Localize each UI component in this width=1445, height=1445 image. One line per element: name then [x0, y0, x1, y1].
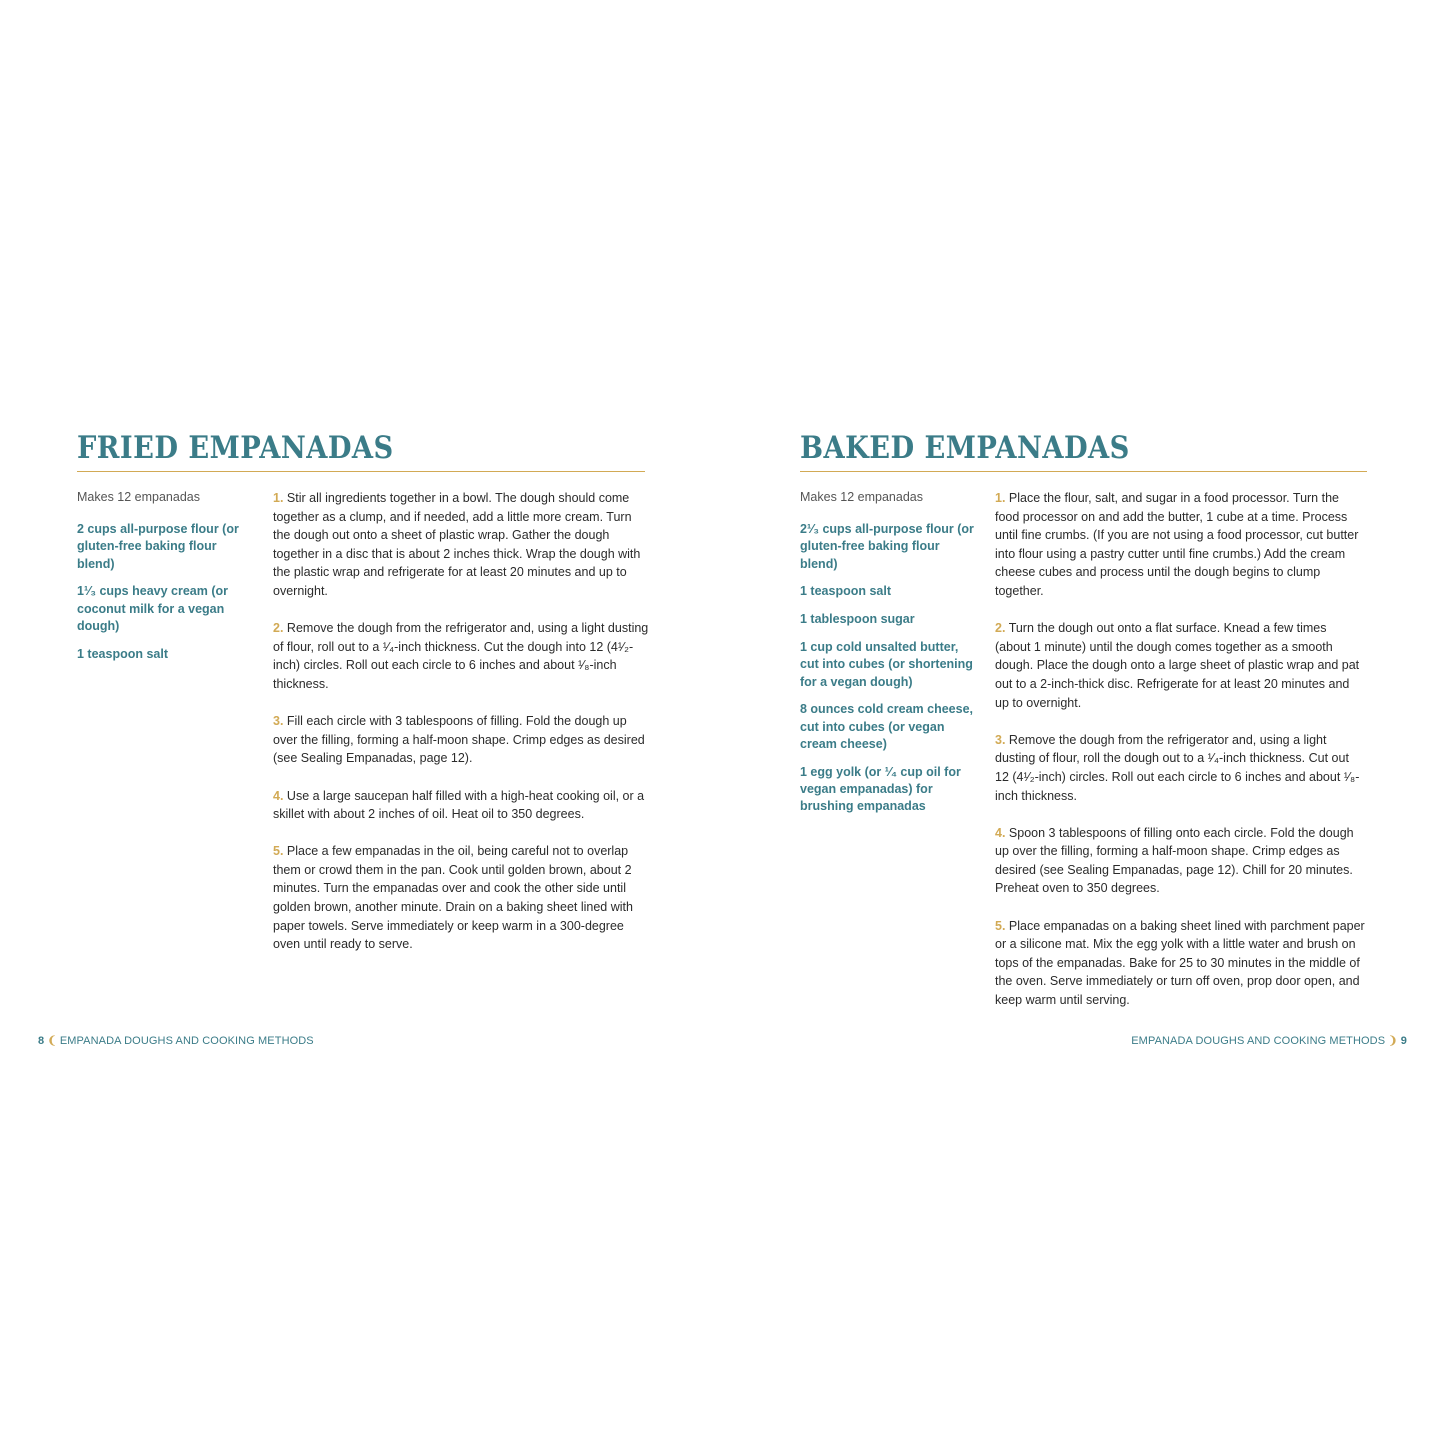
step-number: 4.: [995, 825, 1006, 840]
page-footer: [1131, 1034, 1407, 1047]
step-number: 1.: [995, 491, 1006, 505]
bracket-icon: ❩: [1388, 1035, 1398, 1047]
step-item: [995, 824, 1365, 898]
step-text: Spoon 3 tablespoons of filling onto each circle. Fold the dough up over the filling, forming a half-moon shape. Crimp edges as desired (see Sealing Empanadas, page 12). Chill for 20 minutes. Preheat oven to 350 degrees.: [995, 825, 1354, 896]
step-text: Place the flour, salt, and sugar in a food processor. Turn the food processor on and add the butter, 1 cube at a time. Process until fine crumbs. (If you are not using a food processor, cut butter into flour using a pastry cutter until fine crumbs.) Add the cream cheese cubes and process until the dough begins to clump together.: [995, 491, 1359, 598]
step-item: [995, 917, 1365, 1010]
step-item: [995, 489, 1365, 601]
recipe-yield: Makes 12 empanadas: [77, 490, 200, 504]
footer-section-title: EMPANADA DOUGHS AND COOKING METHODS: [59, 1035, 314, 1047]
step-item: [995, 619, 1365, 712]
ingredient-item: 1 tablespoon sugar: [800, 612, 915, 627]
ingredient-item: 2¹⁄₃ cups all-purpose flour (or gluten-free baking flour blend): [800, 522, 974, 571]
step-item: [273, 712, 649, 768]
step-number: 1.: [273, 491, 284, 505]
step-number: 4.: [273, 788, 284, 803]
title-rule: [77, 471, 645, 472]
step-number: 3.: [273, 714, 284, 729]
ingredient-item: 1 teaspoon salt: [77, 646, 168, 661]
ingredient-item: 1¹⁄₃ cups heavy cream (or coconut milk for a vegan dough): [77, 584, 228, 633]
step-text: Stir all ingredients together in a bowl. The dough should come together as a clump, and if needed, add a little more cream. Turn the dough out onto a sheet of plastic wrap. Gather the dough together in a disc that is about 2 inches thick. Wrap the dough with the plastic wrap and refrigerate for at least 20 minutes and up to overnight.: [273, 491, 641, 598]
step-text: Place a few empanadas in the oil, being careful not to overlap them or crowd them in the pan. Cook until golden brown, about 2 minutes. Turn the empanadas over and cook the other side until golden brown, another minute. Drain on a baking sheet lined with paper towels. Serve immediately or keep warm in a 300-degree oven until ready to serve.: [273, 844, 633, 952]
left-page: [0, 0, 722, 1445]
right-page: [722, 0, 1445, 1445]
ingredient-item: 2 cups all-purpose flour (or gluten-free baking flour blend): [77, 522, 239, 571]
page-footer: [38, 1034, 314, 1047]
step-item: [273, 787, 649, 824]
recipe-title: BAKED EMPANADAS: [800, 430, 1130, 466]
recipe-title: FRIED EMPANADAS: [77, 430, 394, 466]
step-item: [273, 489, 649, 601]
step-list: [273, 489, 649, 972]
footer-section-title: EMPANADA DOUGHS AND COOKING METHODS: [1131, 1035, 1386, 1047]
step-number: 5.: [273, 844, 284, 859]
ingredient-item: 1 teaspoon salt: [800, 584, 891, 599]
ingredient-item: 1 egg yolk (or ¹⁄₄ cup oil for vegan empanadas) for brushing empanadas: [800, 764, 961, 814]
ingredient-item: 1 cup cold unsalted butter, cut into cubes (or shortening for a vegan dough): [800, 639, 973, 689]
recipe-yield: Makes 12 empanadas: [800, 490, 923, 504]
ingredient-list: [77, 521, 252, 674]
step-text: Use a large saucepan half filled with a high-heat cooking oil, or a skillet with about 2 inches of oil. Heat oil to 350 degrees.: [273, 788, 645, 822]
step-number: 2.: [273, 621, 284, 636]
step-text: Remove the dough from the refrigerator and, using a light dusting of flour, roll out to a ¹⁄₄-inch thickness. Cut the dough into 12 (4¹⁄₂-inch) circles. Roll out each circle to 6 inches and about ¹⁄₈-inch thickness.: [273, 621, 649, 691]
step-item: [273, 842, 649, 954]
step-number: 5.: [995, 918, 1006, 933]
step-item: [995, 731, 1365, 805]
step-number: 2.: [995, 621, 1006, 636]
bracket-icon: ❨: [47, 1035, 57, 1047]
step-item: [273, 619, 649, 693]
step-text: Fill each circle with 3 tablespoons of filling. Fold the dough up over the filling, forming a half-moon shape. Crimp edges as desired (see Sealing Empanadas, page 12).: [273, 714, 645, 766]
page-number: 9: [1400, 1035, 1407, 1047]
step-text: Place empanadas on a baking sheet lined with parchment paper or a silicone mat. Mix the egg yolk with a little water and brush on tops of the empanadas. Bake for 25 to 30 minutes in the middle of the oven. Serve immediately or turn off oven, prop door open, and keep warm until serving.: [995, 918, 1365, 1008]
title-rule: [800, 471, 1367, 472]
step-list: [995, 489, 1365, 1028]
ingredient-item: 8 ounces cold cream cheese, cut into cubes (or vegan cream cheese): [800, 702, 974, 751]
step-text: Turn the dough out onto a flat surface. Knead a few times (about 1 minute) until the dough comes together as a smooth dough. Place the dough onto a large sheet of plastic wrap and pat out to a 2-inch-thick disc. Refrigerate for at least 20 minutes and up to overnight.: [995, 621, 1360, 710]
ingredient-list: [800, 521, 975, 826]
page-number: 8: [38, 1035, 45, 1047]
step-text: Remove the dough from the refrigerator and, using a light dusting of flour, roll the dough out to a ¹⁄₄-inch thickness. Cut out 12 (4¹⁄₂-inch) circles. Roll out each circle to 6 inches and about ¹⁄₈-inch thickness.: [995, 732, 1360, 803]
step-number: 3.: [995, 732, 1006, 747]
